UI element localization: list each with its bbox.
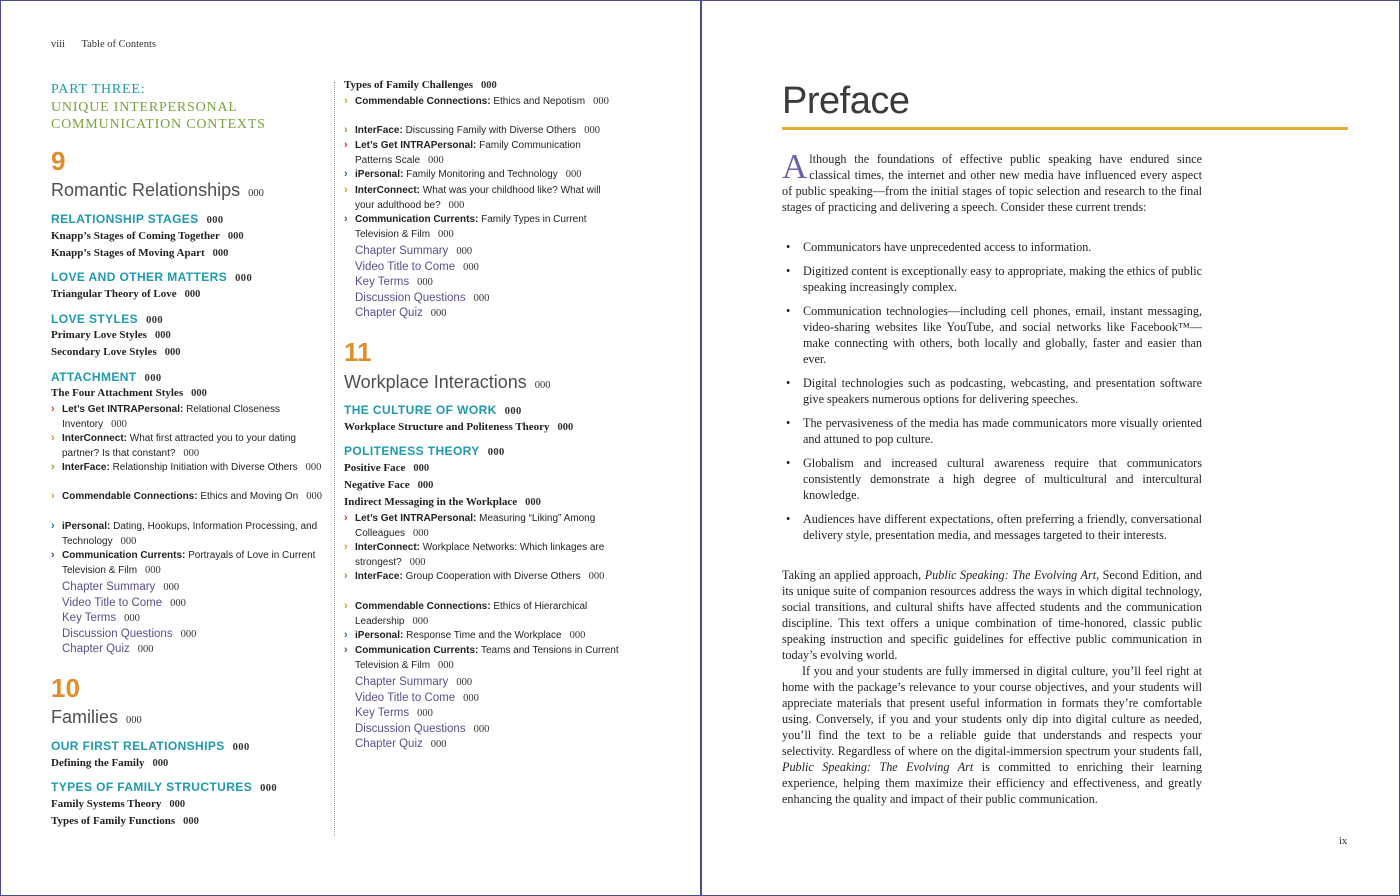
chevron-right-icon: ›	[344, 644, 348, 656]
end-matter-link[interactable]	[62, 612, 140, 624]
end-matter-link[interactable]	[355, 723, 489, 735]
page-ref: 000	[525, 497, 541, 508]
feature-entry[interactable]	[344, 600, 619, 629]
list-item	[786, 511, 1202, 543]
page-ref: 000	[534, 380, 551, 391]
page-ref: 000	[260, 783, 278, 794]
page-ref: 000	[232, 742, 250, 753]
subsection-title: Secondary Love Styles	[51, 346, 157, 358]
bullet-icon: •	[786, 512, 791, 526]
end-matter-link[interactable]	[355, 292, 489, 304]
subsection-title: Primary Love Styles	[51, 329, 147, 341]
list-item-text: Globalism and increased cultural awareness require that communicators consistently demonstrate a high degree of multicultural and intercultural knowledge.	[803, 456, 1202, 502]
feature-text: Measuring “Liking” Among Colleagues	[355, 513, 596, 539]
subsection-title: Knapp’s Stages of Moving Apart	[51, 247, 205, 259]
list-item	[786, 375, 1202, 407]
feature-label: Commendable Connections:	[355, 96, 491, 107]
end-matter-title: Chapter Quiz	[355, 738, 423, 750]
bullet-icon: •	[786, 304, 791, 318]
chapter-number: 10	[51, 673, 80, 703]
intro-text: lthough the foundations of effective public speaking have endured since classical times, the internet and other new media have influenced every aspect of public speaking—from the initial stages of topic selection and research to the final stages of practicing and delivering a speech. Consider these current trends:	[782, 152, 1202, 214]
part-name-line2: COMMUNICATION CONTEXTS	[51, 117, 266, 132]
page-ref: 000	[428, 154, 444, 166]
feature-text: Discussing Family with Diverse Others	[405, 125, 577, 136]
subsection-entry[interactable]	[51, 247, 228, 259]
page-number-right: ix	[1339, 836, 1348, 847]
page-ref: 000	[473, 724, 490, 735]
end-matter-link[interactable]	[355, 692, 479, 704]
feature-label: Communication Currents:	[62, 550, 186, 561]
bullet-icon: •	[786, 376, 791, 390]
subsection-entry[interactable]	[344, 462, 429, 474]
chevron-right-icon: ›	[51, 461, 55, 473]
list-item-text: The pervasiveness of the media has made communicators more visually oriented and attuned to pop culture.	[803, 416, 1202, 446]
page-ref: 000	[183, 816, 199, 827]
end-matter-title: Discussion Questions	[62, 628, 173, 640]
end-matter-link[interactable]	[355, 676, 472, 688]
feature-label: Let’s Get INTRAPersonal:	[62, 404, 184, 415]
page-ref: 000	[152, 758, 169, 769]
page-ref: 000	[473, 293, 490, 304]
subsection-title: Types of Family Functions	[51, 815, 176, 827]
page-ref: 000	[430, 308, 447, 319]
page-ref: 000	[413, 463, 430, 474]
end-matter-title: Chapter Summary	[355, 676, 449, 688]
end-matter-link[interactable]	[355, 738, 447, 750]
list-item	[786, 263, 1202, 295]
page-ref: 000	[206, 215, 224, 226]
bullet-icon: •	[786, 264, 791, 278]
section-title: OUR FIRST RELATIONSHIPS	[51, 739, 225, 753]
feature-label: Commendable Connections:	[355, 601, 491, 612]
body-paragraph	[782, 663, 1202, 807]
page-ref: 000	[126, 715, 142, 726]
feature-entry[interactable]	[51, 549, 326, 578]
title-rule	[782, 127, 1348, 130]
page-ref: 000	[184, 289, 201, 300]
feature-entry[interactable]	[51, 461, 326, 476]
subsection-title: Family Systems Theory	[51, 798, 162, 810]
feature-entry[interactable]	[344, 512, 619, 541]
section-title: LOVE STYLES	[51, 312, 139, 326]
page-number-left: viii	[51, 39, 66, 50]
feature-entry[interactable]	[344, 139, 619, 168]
page-ref: 000	[137, 644, 154, 655]
page-ref: 000	[438, 659, 454, 671]
section-heading[interactable]	[51, 370, 162, 384]
feature-entry[interactable]	[51, 432, 326, 461]
chevron-right-icon: ›	[344, 213, 348, 225]
section-heading[interactable]	[51, 212, 224, 226]
end-matter-title: Video Title to Come	[355, 261, 456, 273]
page-ref: 000	[170, 598, 186, 609]
feature-label: iPersonal:	[62, 521, 111, 532]
feature-text: Family Monitoring and Technology	[406, 169, 558, 180]
end-matter-link[interactable]	[62, 643, 154, 655]
page-ref: 000	[588, 571, 605, 582]
feature-label: InterFace:	[62, 462, 110, 473]
chevron-right-icon: ›	[344, 570, 348, 582]
page-ref: 000	[430, 739, 447, 750]
end-matter-link[interactable]	[62, 581, 179, 593]
bullet-icon: •	[786, 416, 791, 430]
feature-entry[interactable]	[51, 490, 326, 505]
page-ref: 000	[305, 462, 322, 473]
list-item-text: Digital technologies such as podcasting, webcasting, and presentation software give speakers numerous options for delivering speeches.	[803, 376, 1202, 406]
list-item	[786, 239, 1202, 255]
page-ref: 000	[417, 277, 433, 288]
section-title: LOVE AND OTHER MATTERS	[51, 270, 228, 284]
list-item	[786, 415, 1202, 447]
page-ref: 000	[463, 693, 479, 704]
chevron-right-icon: ›	[51, 549, 55, 561]
page-ref: 000	[111, 418, 127, 430]
subsection-title: Defining the Family	[51, 757, 145, 769]
page-ref: 000	[456, 677, 473, 688]
feature-text: Group Cooperation with Diverse Others	[405, 571, 581, 582]
chevron-right-icon: ›	[344, 629, 348, 641]
feature-entry[interactable]	[51, 403, 326, 432]
part-title	[51, 81, 266, 134]
page-ref: 000	[569, 630, 586, 641]
chapter-number: 11	[344, 337, 372, 367]
page-ref: 000	[235, 273, 253, 284]
page-ref: 000	[146, 315, 164, 326]
feature-entry[interactable]	[344, 644, 619, 673]
feature-text: Dating, Hookups, Information Processing, and Technology	[62, 521, 318, 547]
feature-label: Let’s Get INTRAPersonal:	[355, 513, 477, 524]
feature-text: Portrayals of Love in Current Television & Film	[62, 550, 316, 576]
end-matter-link[interactable]	[62, 628, 196, 640]
feature-entry[interactable]	[344, 570, 619, 585]
feature-entry[interactable]	[344, 95, 619, 110]
part-label: PART THREE:	[51, 82, 146, 97]
end-matter-title: Discussion Questions	[355, 723, 466, 735]
page-ref: 000	[487, 447, 505, 458]
chevron-right-icon: ›	[51, 432, 55, 444]
end-matter-link[interactable]	[62, 597, 186, 609]
chevron-right-icon: ›	[344, 541, 348, 553]
section-title: RELATIONSHIP STAGES	[51, 212, 199, 226]
subsection-entry[interactable]	[344, 479, 433, 491]
feature-text: What first attracted you to your dating partner? Is that constant?	[62, 433, 296, 459]
feature-text: Family Types in Current Television & Film	[355, 214, 587, 240]
body-paragraph	[782, 567, 1202, 663]
feature-entry[interactable]	[344, 184, 619, 213]
paragraph-text: If you and your students are fully immersed in digital culture, you’ll feel right at home with the package’s relevance to your course objectives, and your students will appreciate materials that present useful information in formats they’re comfortable using. Conversely, if you and your students only dip into digital culture as needed, you’ll find the text to be a reliable guide that understands and respects your selectivity. Regardless of where on the digital-immersion spectrum your students fall,	[782, 664, 1202, 758]
feature-text: Response Time and the Workplace	[406, 630, 562, 641]
feature-entry[interactable]	[344, 168, 619, 183]
section-heading[interactable]	[51, 739, 250, 753]
subsection-entry[interactable]	[51, 288, 200, 300]
feature-label: InterConnect:	[62, 433, 127, 444]
page-ref: 000	[463, 262, 479, 273]
end-matter-title: Chapter Summary	[62, 581, 156, 593]
paragraph-text: is committed to enriching their learning experience, helping them maximize their efficiency and effectiveness, and greatly enhancing the quality and impact of their public communication.	[782, 760, 1203, 806]
feature-label: iPersonal:	[355, 630, 404, 641]
page-ref: 000	[448, 199, 465, 211]
subsection-title: Workplace Structure and Politeness Theory	[344, 421, 550, 433]
end-matter-title: Chapter Quiz	[355, 307, 423, 319]
feature-text: Ethics and Moving On	[200, 491, 299, 502]
page-ref: 000	[163, 582, 180, 593]
subsection-title: Indirect Messaging in the Workplace	[344, 496, 518, 508]
end-matter-title: Key Terms	[355, 707, 410, 719]
chapter-title[interactable]	[344, 372, 551, 393]
chapter-title-text: Workplace Interactions	[344, 372, 527, 392]
end-matter-title: Key Terms	[355, 276, 410, 288]
page-ref: 000	[145, 564, 161, 576]
page-ref: 000	[504, 406, 522, 417]
feature-label: InterFace:	[355, 125, 403, 136]
list-item-text: Audiences have different expectations, often preferring a friendly, conversational delivery style, presentation media, and messages targeted to their interests.	[803, 512, 1202, 542]
section-heading[interactable]	[51, 270, 252, 284]
subsection-entry[interactable]	[344, 421, 573, 433]
subsection-entry[interactable]	[344, 496, 541, 508]
list-item	[786, 455, 1202, 503]
feature-text: Workplace Networks: Which linkages are strongest?	[355, 542, 605, 568]
page-ref: 000	[409, 556, 426, 568]
feature-entry[interactable]	[344, 213, 619, 242]
page-ref: 000	[191, 388, 207, 399]
book-title: Public Speaking: The Evolving Art	[782, 760, 974, 774]
chevron-right-icon: ›	[51, 520, 55, 532]
page-ref: 000	[154, 330, 171, 341]
chevron-right-icon: ›	[344, 95, 348, 107]
column-divider	[334, 82, 335, 836]
feature-text: Relationship Initiation with Diverse Others	[112, 462, 298, 473]
page-ref: 000	[306, 491, 322, 502]
feature-label: InterFace:	[355, 571, 403, 582]
end-matter-title: Discussion Questions	[355, 292, 466, 304]
end-matter-link[interactable]	[355, 261, 479, 273]
page-ref: 000	[413, 527, 429, 539]
feature-text: Ethics and Nepotism	[493, 96, 586, 107]
page-ref: 000	[417, 708, 433, 719]
end-matter-link[interactable]	[355, 707, 433, 719]
page-ref: 000	[481, 80, 497, 91]
list-item-text: Communication technologies—including cell phones, email, instant messaging, video-sharing websites like YouTube, and social networks like Facebook™—make connecting with others, both locally and globally, faster and easier than ever.	[803, 304, 1202, 366]
end-matter-title: Key Terms	[62, 612, 117, 624]
chapter-title[interactable]	[51, 180, 264, 201]
subsection-title: Positive Face	[344, 462, 406, 474]
section-heading[interactable]	[51, 312, 163, 326]
paragraph-text: Taking an applied approach,	[782, 568, 925, 582]
chevron-right-icon: ›	[344, 139, 348, 151]
chapter-number: 9	[51, 146, 66, 176]
subsection-title: Types of Family Challenges	[344, 79, 474, 91]
list-item	[786, 303, 1202, 367]
feature-text: Ethics of Hierarchical Leadership	[355, 601, 588, 627]
feature-text: Teams and Tensions in Current Television & Film	[355, 645, 619, 671]
chevron-right-icon: ›	[344, 124, 348, 136]
end-matter-title: Video Title to Come	[355, 692, 456, 704]
feature-text: Family Communication Patterns Scale	[355, 140, 581, 166]
end-matter-link[interactable]	[355, 276, 433, 288]
book-title: Public Speaking: The Evolving Art,	[924, 568, 1100, 582]
chevron-right-icon: ›	[344, 168, 348, 180]
feature-text: What was your childhood like? What will your adulthood be?	[355, 185, 601, 211]
page-ref: 000	[438, 228, 454, 240]
page-ref: 000	[565, 169, 582, 180]
feature-entry[interactable]	[344, 541, 619, 570]
page-ref: 000	[412, 615, 429, 627]
subsection-title: Negative Face	[344, 479, 410, 491]
running-head-title: Table of Contents	[81, 39, 156, 50]
page-ref: 000	[164, 347, 181, 358]
chapter-title-text: Families	[51, 707, 119, 727]
page-ref: 000	[227, 231, 244, 242]
subsection-entry[interactable]	[51, 329, 171, 341]
chevron-right-icon: ›	[344, 600, 348, 612]
subsection-entry[interactable]	[51, 798, 185, 810]
page-ref: 000	[557, 422, 574, 433]
page-ref: 000	[183, 447, 200, 459]
end-matter-title: Video Title to Come	[62, 597, 163, 609]
section-title: POLITENESS THEORY	[344, 444, 480, 458]
feature-label: InterConnect:	[355, 185, 420, 196]
page-ref: 000	[584, 125, 600, 136]
chevron-right-icon: ›	[51, 403, 55, 415]
bullet-icon: •	[786, 456, 791, 470]
paragraph-text: Second Edition, and its unique suite of companion resources address the ways in which digital technology, social transitions, and cultural shifts have affected students and the communication discipline. This text offers a unique combination of time-honored, classic public speaking instruction and specific guidelines for effective public communication in today’s evolving world.	[782, 568, 1203, 662]
feature-text: Relational Closeness Inventory	[62, 404, 281, 430]
page-ref: 000	[144, 373, 162, 384]
subsection-entry[interactable]	[51, 230, 244, 242]
end-matter-link[interactable]	[355, 307, 447, 319]
page-ref: 000	[169, 799, 186, 810]
page-ref: 000	[593, 96, 609, 107]
page-ref: 000	[124, 613, 140, 624]
subsection-title: Triangular Theory of Love	[51, 288, 177, 300]
subsection-entry[interactable]	[51, 346, 180, 358]
feature-entry[interactable]	[344, 124, 619, 139]
section-title: ATTACHMENT	[51, 370, 137, 384]
page-ref: 000	[248, 188, 264, 199]
chevron-right-icon: ›	[344, 184, 348, 196]
feature-label: Communication Currents:	[355, 214, 479, 225]
list-item-text: Communicators have unprecedented access to information.	[803, 240, 1092, 254]
chapter-title[interactable]	[51, 707, 142, 728]
section-title: TYPES OF FAMILY STRUCTURES	[51, 780, 253, 794]
subsection-entry[interactable]	[51, 757, 168, 769]
subsection-entry[interactable]	[344, 79, 497, 91]
end-matter-link[interactable]	[355, 245, 472, 257]
chevron-right-icon: ›	[51, 490, 55, 502]
section-heading[interactable]	[344, 444, 505, 458]
page-title: Preface	[782, 80, 910, 122]
section-heading[interactable]	[51, 780, 277, 794]
running-head	[51, 39, 156, 50]
subsection-title: Knapp’s Stages of Coming Together	[51, 230, 220, 242]
page-ref: 000	[180, 629, 197, 640]
part-name-line1: UNIQUE INTERPERSONAL	[51, 99, 238, 115]
feature-label: iPersonal:	[355, 169, 404, 180]
page-ref: 000	[120, 535, 137, 547]
section-heading[interactable]	[344, 403, 522, 417]
bullet-icon: •	[786, 240, 791, 254]
page-ref: 000	[456, 246, 473, 257]
list-item-text: Digitized content is exceptionally easy to appropriate, making the ethics of public speaking increasingly complex.	[803, 264, 1202, 294]
chevron-right-icon: ›	[344, 512, 348, 524]
page-ref: 000	[417, 480, 434, 491]
feature-label: Let’s Get INTRAPersonal:	[355, 140, 477, 151]
subsection-entry[interactable]	[51, 387, 207, 399]
subsection-entry[interactable]	[51, 815, 199, 827]
feature-entry[interactable]	[344, 629, 619, 644]
page-ref: 000	[212, 248, 229, 259]
end-matter-title: Chapter Summary	[355, 245, 449, 257]
feature-label: InterConnect:	[355, 542, 420, 553]
subsection-title: The Four Attachment Styles	[51, 387, 184, 399]
feature-label: Communication Currents:	[355, 645, 479, 656]
feature-label: Commendable Connections:	[62, 491, 198, 502]
chapter-title-text: Romantic Relationships	[51, 180, 241, 200]
intro-paragraph	[782, 147, 1202, 215]
feature-entry[interactable]	[51, 520, 326, 549]
drop-cap: A	[782, 147, 808, 186]
section-title: THE CULTURE OF WORK	[344, 403, 497, 417]
end-matter-title: Chapter Quiz	[62, 643, 130, 655]
